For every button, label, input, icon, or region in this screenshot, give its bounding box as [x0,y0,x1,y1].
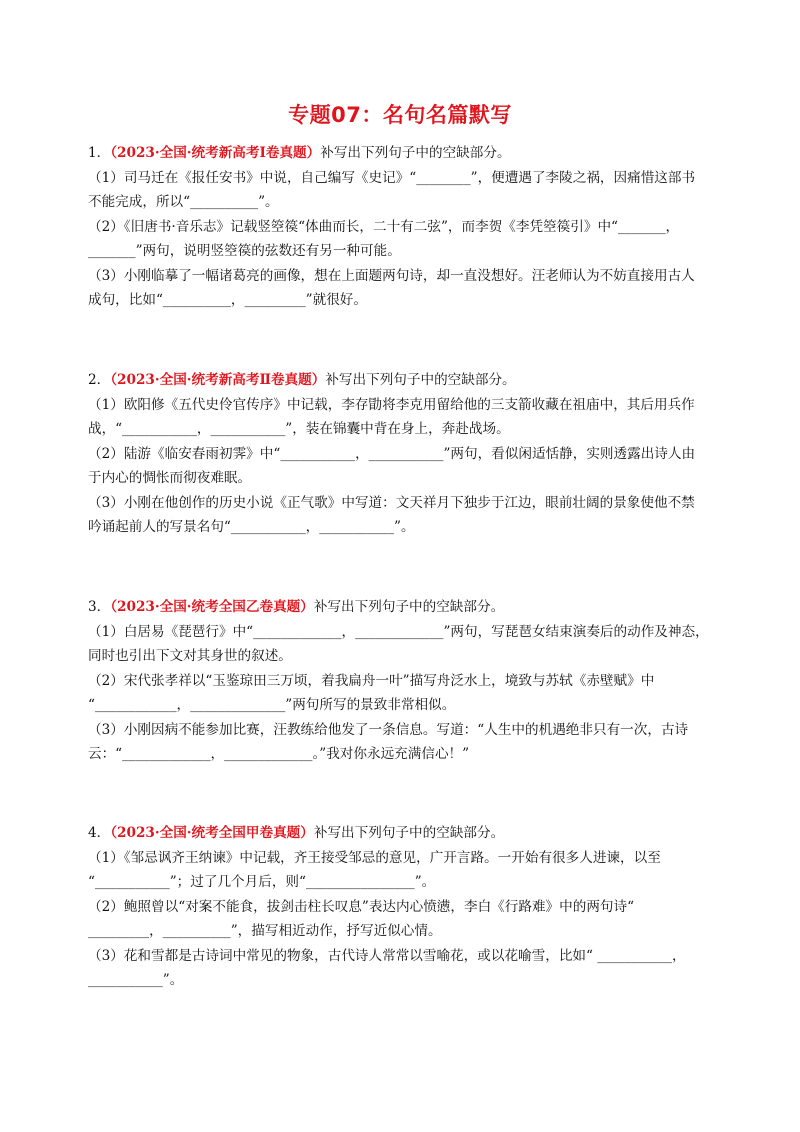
question-line: （2）宋代张孝祥以“玉鉴琼田三万顷，着我扁舟一叶”描写舟泛水上，境致与苏轼《赤壁赋》中 [88,672,655,689]
question-instruction: 补写出下列句子中的空缺部分。 [313,599,505,615]
question-line: 吟诵起前人的写景名句“___________，___________”。 [88,519,415,535]
question-instruction: 补写出下列句子中的空缺部分。 [313,825,505,841]
question-line: “___________”；过了几个月后，则“________________”。 [88,874,436,890]
question-source: （2023·全国·统考新高考Ⅰ卷真题） [110,145,321,161]
question-number: 4． [88,825,111,841]
question-line: 于内心的惆怅而彻夜难眠。 [88,470,252,486]
question-line: _________，__________”，描写相近动作，抒写近似心情。 [88,923,442,939]
question-line: （1）《邹忌讽齐王纳谏》中记载，齐王接受邹忌的意见，广开言路。一开始有很多人进谏，以至 [88,849,661,866]
question-2 [88,370,738,542]
question-line: （2）陆游《临安春雨初霁》中“___________，___________”两句，看似闲适恬静，实则透露出诗人由 [88,445,696,462]
question-line: ___________”。 [88,972,184,988]
question-line: （3）花和雪都是古诗词中常见的物象，古代诗人常常以雪喻花，或以花喻雪，比如“ ___________， [88,947,686,964]
question-line: （2）《旧唐书·音乐志》记载竖箜篌“体曲而长，二十有二弦”，而李贺《李凭箜篌引》中“_______， [88,218,680,235]
question-header [88,597,738,617]
question-4 [88,823,738,995]
question-line: 战，“___________，___________”，装在锦囊中背在身上，奔赴战场。 [88,421,510,437]
question-3 [88,597,738,769]
question-line: （1）欧阳修《五代史伶官传序》中记载，李存勖将李克用留给他的三支箭收藏在祖庙中，其后用兵作 [88,396,695,413]
question-line: （2）鲍照曾以“对案不能食，拔剑击柱长叹息”表达内心愤懑，李白《行路难》中的两句诗“ [88,898,635,915]
question-instruction: 补写出下列句子中的空缺部分。 [325,372,516,388]
question-number: 2． [88,372,111,388]
question-line: （1）司马迁在《报任安书》中说，自己编写《史记》“________”，便遭遇了李陵之祸，因痛惜这部书 [88,169,696,186]
question-line: （1）白居易《琵琶行》中“_____________，_____________”两句，写琵琶女结束演奏后的动作及神态， [88,623,709,640]
question-number: 3． [88,599,111,615]
question-header [88,823,738,843]
question-header [88,370,738,390]
question-instruction: 补写出下列句子中的空缺部分。 [320,145,511,161]
question-line: 成句，比如“__________，_________”就很好。 [88,292,367,308]
question-number: 1． [88,145,111,161]
question-line: （3）小刚在他创作的历史小说《正气歌》中写道：文天祥月下独步于江边，眼前壮阔的景象使他不禁 [88,494,695,511]
page-title: 专题07：名句名篇默写 [288,103,512,127]
question-source: （2023·全国·统考新高考Ⅱ卷真题） [110,372,326,388]
question-line: 不能完成，所以“__________”。 [88,194,279,210]
question-1 [88,143,738,315]
question-line: 云：“_____________，_____________。”我对你永远充满信心！” [88,746,470,762]
question-line: “____________，______________”两句所写的景致非常相似。 [88,697,456,713]
question-source: （2023·全国·统考全国乙卷真题） [110,599,314,615]
question-line: 同时也引出下文对其身世的叙述。 [88,648,292,664]
question-source: （2023·全国·统考全国甲卷真题） [110,825,314,841]
question-line: （3）小刚因病不能参加比赛，汪教练给他发了一条信息。写道：“人生中的机遇绝非只有一次，古诗 [88,721,689,738]
question-line: _______”两句，说明竖箜篌的弦数还有另一种可能。 [88,243,401,259]
question-line: （3）小刚临摹了一幅诸葛亮的画像，想在上面题两句诗，却一直没想好。汪老师认为不妨直接用古人 [88,267,695,284]
question-header [88,143,738,163]
